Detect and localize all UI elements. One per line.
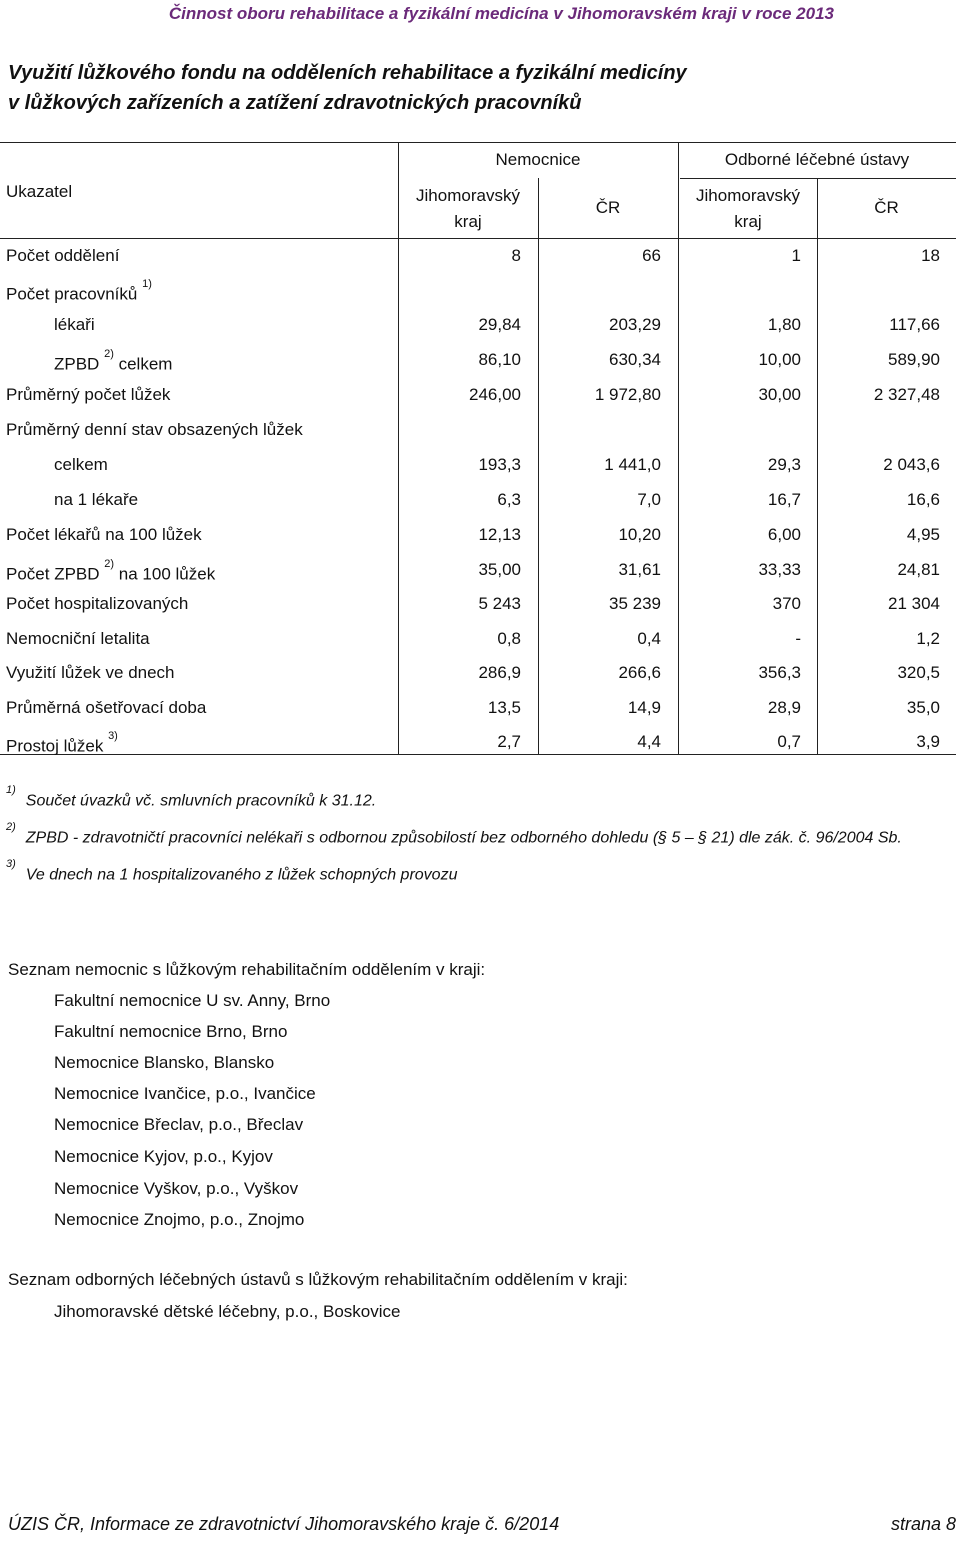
table-cell: 6,00	[767, 525, 801, 544]
row-label	[6, 525, 202, 545]
table-cell: 0,4	[637, 629, 661, 648]
table-cell: 266,6	[618, 663, 661, 682]
table-cell: 24,81	[897, 560, 940, 579]
table-cell: 33,33	[758, 560, 801, 579]
col-divider-1	[398, 142, 399, 754]
footnote-3	[6, 858, 458, 884]
table-cell: 246,00	[469, 385, 521, 404]
table-cell: 7,0	[637, 490, 661, 509]
table-cell: 14,9	[627, 698, 661, 717]
table-top-rule	[0, 142, 956, 143]
row-label	[6, 663, 175, 683]
table-cell: 10,20	[618, 525, 661, 544]
row-label-suffix: na 100 lůžek	[118, 564, 216, 584]
institute-list	[8, 1270, 628, 1321]
institute-list-title: Seznam odborných léčebných ústavů s lůžkovým rehabilitačním oddělením v kraji:	[8, 1270, 628, 1289]
row-label	[6, 560, 215, 585]
hospital-list	[8, 960, 486, 1229]
table-cell: 1,80	[767, 315, 801, 334]
table-cell: 28,9	[767, 698, 801, 717]
hospital-list-title: Seznam nemocnic s lůžkovým rehabilitačním oddělením v kraji:	[8, 960, 486, 979]
table-cell: 29,84	[478, 315, 521, 334]
footnote-ref: 2)	[104, 558, 115, 570]
table-cell: 16,6	[906, 490, 940, 509]
footnote-1	[6, 784, 377, 810]
table-cell: 35,00	[478, 560, 521, 579]
header-indicator: Ukazatel	[6, 182, 73, 201]
table-cell: 1,2	[916, 629, 940, 648]
table-cell: 2 327,48	[873, 385, 940, 404]
table-cell: 1 441,0	[604, 455, 661, 474]
row-label-text: Prostoj lůžek	[6, 736, 104, 756]
table-cell: 86,10	[478, 350, 521, 369]
table-cell: 0,7	[777, 732, 801, 751]
table-cell: 286,9	[478, 663, 521, 682]
header-hosp-cr: ČR	[595, 198, 621, 217]
list-item: Nemocnice Vyškov, p.o., Vyškov	[54, 1179, 299, 1198]
header-spec-region-line2: kraj	[734, 212, 762, 231]
table-cell: 12,13	[478, 525, 521, 544]
table-cell: -	[795, 629, 801, 648]
footnote-mark: 3)	[6, 858, 16, 870]
col-divider-4	[817, 178, 818, 754]
footnote-ref: 2)	[104, 348, 114, 360]
row-label-text: Průměrný počet lůžek	[6, 385, 171, 404]
table-cell: 193,3	[478, 455, 521, 474]
row-label	[54, 455, 108, 475]
header-hospitals: Nemocnice	[495, 150, 581, 169]
table-cell: 16,7	[767, 490, 801, 509]
row-label	[6, 420, 303, 440]
list-item: Nemocnice Znojmo, p.o., Znojmo	[54, 1210, 305, 1229]
row-label-text: ZPBD	[54, 354, 100, 374]
header-specialized: Odborné léčebné ústavy	[724, 150, 910, 169]
header-bottom-rule	[0, 238, 956, 239]
header-spec-cr: ČR	[874, 198, 899, 217]
table-cell: 203,29	[609, 315, 661, 334]
list-item: Nemocnice Blansko, Blansko	[54, 1053, 275, 1072]
footnote-text: Ve dnech na 1 hospitalizovaného z lůžek schopných provozu	[25, 866, 458, 884]
footnote-mark: 2)	[6, 821, 16, 833]
table-cell: 1	[791, 246, 801, 265]
header-hosp-region: Jihomoravský	[416, 186, 520, 205]
row-label	[54, 350, 172, 375]
running-header: Činnost oboru rehabilitace a fyzikální medicína v Jihomoravském kraji v roce 2013	[168, 4, 834, 23]
row-label-text: Počet ZPBD	[6, 564, 100, 584]
row-label-text: Nemocniční letalita	[6, 629, 150, 648]
col-divider-3	[678, 142, 679, 754]
footer-source: ÚZIS ČR, Informace ze zdravotnictví Jihomoravského kraje č. 6/2014	[8, 1514, 560, 1534]
table-cell: 6,3	[497, 490, 521, 509]
table-cell: 66	[642, 246, 661, 265]
table-cell: 4,4	[637, 732, 661, 751]
table-cell: 35 239	[609, 594, 661, 613]
table-cell: 18	[921, 246, 940, 265]
footnote-text: ZPBD - zdravotničtí pracovníci nelékaři s odbornou způsobilostí bez odborného dohledu (§ 5 – § 21) dle zák. č. 96/2004 Sb.	[25, 829, 902, 847]
table-cell: 30,00	[758, 385, 801, 404]
list-item: Fakultní nemocnice U sv. Anny, Brno	[54, 991, 331, 1010]
row-label	[6, 594, 188, 614]
title-line-1: Využití lůžkového fondu na odděleních rehabilitace a fyzikální medicíny	[8, 62, 687, 84]
table-cell: 29,3	[767, 455, 801, 474]
row-label	[6, 246, 119, 266]
row-label	[6, 732, 118, 757]
header-spec-region: Jihomoravský	[696, 186, 800, 205]
row-label-text: celkem	[54, 455, 108, 474]
row-label-text: Počet hospitalizovaných	[6, 594, 189, 613]
table-cell: 31,61	[618, 560, 661, 579]
table-cell: 3,9	[916, 732, 940, 751]
table-cell: 35,0	[906, 698, 940, 717]
table-cell: 8	[511, 246, 521, 265]
table-cell: 10,00	[758, 350, 801, 369]
list-item: Jihomoravské dětské léčebny, p.o., Boskovice	[54, 1302, 401, 1321]
list-item: Nemocnice Břeclav, p.o., Břeclav	[54, 1115, 304, 1134]
page-title	[8, 58, 948, 118]
row-label	[6, 698, 206, 718]
row-label	[54, 490, 138, 510]
table-cell: 320,5	[897, 663, 940, 682]
table-cell: 2 043,6	[883, 455, 940, 474]
footnote-text: Součet úvazků vč. smluvních pracovníků k 31.12.	[25, 792, 377, 810]
row-label-suffix: celkem	[118, 354, 173, 374]
table-cell: 2,7	[497, 732, 521, 751]
footnote-ref: 1)	[142, 278, 152, 290]
list-item: Fakultní nemocnice Brno, Brno	[54, 1022, 288, 1041]
table-cell: 4,95	[906, 525, 940, 544]
table-cell: 1 972,80	[594, 385, 661, 404]
footnote-2	[6, 821, 902, 847]
list-item: Nemocnice Kyjov, p.o., Kyjov	[54, 1147, 273, 1166]
table-cell: 21 304	[888, 594, 940, 613]
row-label-text: Průměrný denní stav obsazených lůžek	[6, 420, 303, 439]
page-number: strana 8	[890, 1514, 956, 1534]
footnote-mark: 1)	[6, 784, 16, 796]
row-label-text: lékaři	[54, 315, 95, 334]
table-cell: 589,90	[888, 350, 940, 369]
footnote-ref: 3)	[108, 730, 118, 742]
header-hosp-region-line2: kraj	[454, 212, 482, 231]
row-label-text: Počet oddělení	[6, 246, 120, 265]
row-label-text: na 1 lékaře	[54, 490, 139, 509]
row-label	[54, 315, 95, 335]
title-line-2: v lůžkových zařízeních a zatížení zdravotnických pracovníků	[8, 92, 582, 114]
row-label	[6, 629, 150, 649]
row-label-text: Počet pracovníků	[6, 284, 138, 304]
list-item: Nemocnice Ivančice, p.o., Ivančice	[54, 1084, 316, 1103]
table-cell: 370	[772, 594, 801, 613]
table-cell: 630,34	[609, 350, 661, 369]
row-label	[6, 385, 170, 405]
table-cell: 117,66	[889, 315, 940, 334]
table-cell: 356,3	[758, 663, 801, 682]
row-label-text: Průměrná ošetřovací doba	[6, 698, 207, 717]
col-divider-2	[538, 178, 539, 754]
row-label-text: Využití lůžek ve dnech	[6, 663, 175, 682]
table-bottom-rule	[0, 754, 956, 755]
table-cell: 13,5	[487, 698, 521, 717]
specialized-group-rule	[680, 178, 956, 179]
table-cell: 5 243	[478, 594, 521, 613]
row-label	[6, 280, 152, 305]
row-label-text: Počet lékařů na 100 lůžek	[6, 525, 202, 544]
table-cell: 0,8	[497, 629, 521, 648]
